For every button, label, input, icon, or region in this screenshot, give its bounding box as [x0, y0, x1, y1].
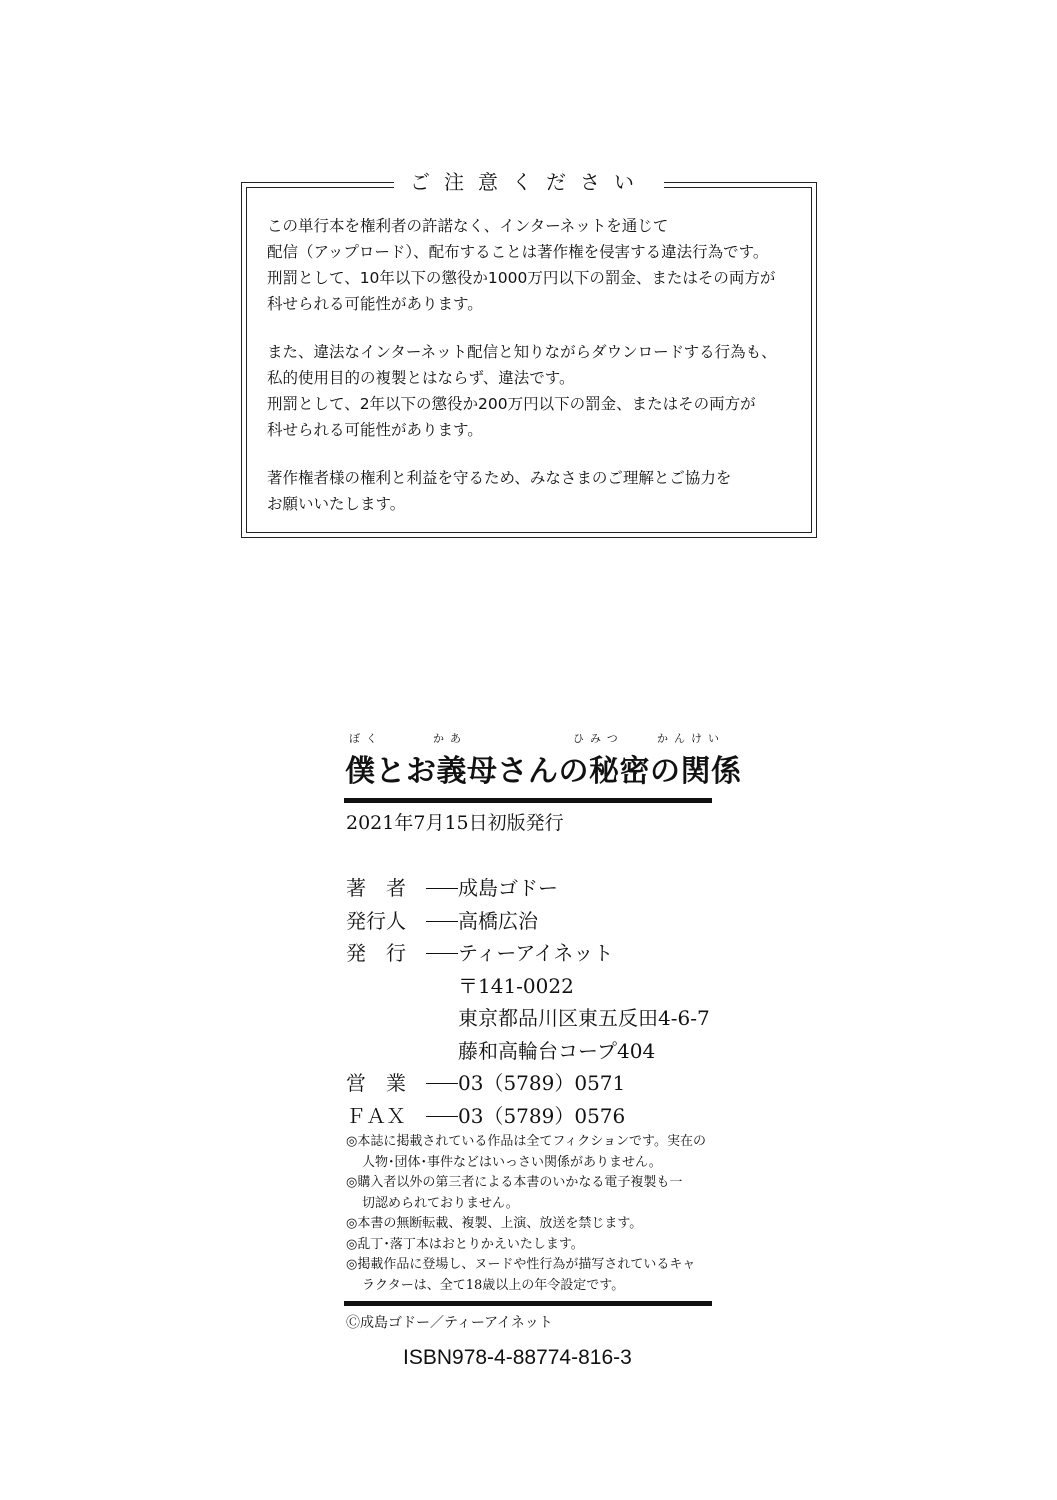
credit-dash — [426, 872, 458, 905]
notice-title: ご注意ください — [394, 169, 664, 195]
legal-notes — [346, 1132, 706, 1296]
credit-label: 著 者 — [346, 876, 406, 900]
notice-line: この単行本を権利者の許諾なく、インターネットを通じて — [267, 217, 669, 235]
credit-row — [346, 1067, 710, 1100]
credit-label — [346, 1035, 426, 1068]
credit-value: ティーアイネット — [458, 941, 614, 965]
credit-label — [346, 970, 426, 1003]
note-line: ◎購入者以外の第三者による本書のいかなる電子複製も一 — [346, 1175, 683, 1190]
credit-row — [346, 1100, 710, 1133]
notice-line: 著作権者様の権利と利益を守るため、みなさまのご理解とご協力を — [267, 469, 732, 487]
credit-row — [346, 1002, 710, 1035]
credit-spacer — [426, 970, 458, 1003]
note-line: ◎本誌に掲載されている作品は全てフィクションです。実在の — [346, 1134, 707, 1149]
ruby-himitsu: ひみつ — [573, 732, 624, 745]
credit-dash — [426, 905, 458, 938]
notice-line: 科せられる可能性があります。 — [267, 421, 483, 439]
credits-list — [346, 872, 710, 1132]
credit-value: 成島ゴドー — [458, 876, 558, 900]
note-line: ◎掲載作品に登場し、ヌードや性行為が描写されているキャ — [346, 1257, 696, 1272]
credit-label: ＦＡＸ — [346, 1103, 406, 1128]
credit-label: 発 行 — [346, 941, 406, 965]
notice-paragraph-2 — [267, 339, 804, 443]
credit-spacer — [426, 1002, 458, 1035]
credit-row — [346, 905, 710, 938]
credit-row — [346, 1035, 710, 1068]
credit-value: 03（5789）0576 — [458, 1103, 626, 1128]
notice-line: 私的使用目的の複製とはならず、違法です。 — [267, 369, 575, 387]
note-line: ◎本書の無断転載、複製、上演、放送を禁じます。 — [346, 1216, 643, 1231]
bottom-rule — [344, 1301, 712, 1306]
credit-dash — [426, 937, 458, 970]
notice-line: 刑罰として、10年以下の懲役か1000万円以下の罰金、またはその両方が — [267, 269, 776, 287]
title-rule — [344, 798, 712, 803]
notice-paragraph-1 — [267, 213, 804, 317]
isbn: ISBN978-4-88774-816-3 — [403, 1346, 632, 1369]
credit-value: 03（5789）0571 — [458, 1071, 626, 1095]
note-line: 人物･団体･事件などはいっさい関係がありません。 — [362, 1154, 662, 1170]
credit-value: 〒141-0022 — [458, 973, 574, 998]
notice-line: 刑罰として、2年以下の懲役か200万円以下の罰金、またはその両方が — [267, 395, 756, 413]
notice-box — [241, 170, 817, 538]
ruby-kankei: かんけい — [657, 732, 725, 745]
credit-label: 発行人 — [346, 908, 406, 933]
credit-spacer — [426, 1035, 458, 1068]
credit-value: 東京都品川区東五反田4-6-7 — [458, 1006, 710, 1030]
ruby-kaa: かあ — [433, 732, 467, 745]
credit-label: 営 業 — [346, 1071, 406, 1095]
notice-line: また、違法なインターネット配信と知りながらダウンロードする行為も、 — [267, 343, 777, 361]
notice-line: 科せられる可能性があります。 — [267, 295, 483, 313]
credit-value: 藤和高輪台コープ404 — [458, 1038, 656, 1063]
notice-line: お願いいたします。 — [267, 495, 406, 513]
copyright-line: Ⓒ成島ゴドー／ティーアイネット — [346, 1315, 553, 1331]
credit-row — [346, 937, 710, 970]
credit-dash — [426, 1067, 458, 1100]
notice-body — [267, 213, 804, 539]
notice-line: 配信（アップロード）、配布することは著作権を侵害する違法行為です。 — [267, 243, 769, 261]
book-title: 僕とお義母さんの秘密の関係 — [345, 754, 742, 789]
title-ruby — [345, 730, 745, 746]
note-line: ラクターは、全て18歳以上の年令設定です。 — [362, 1277, 625, 1293]
publication-date: 2021年7月15日初版発行 — [346, 812, 564, 834]
credit-row — [346, 872, 710, 905]
note-line: ◎乱丁･落丁本はおとりかえいたします。 — [346, 1236, 584, 1252]
note-line: 切認められておりません。 — [362, 1195, 519, 1211]
credit-value: 高橋広治 — [458, 908, 538, 933]
credit-label — [346, 1002, 426, 1035]
ruby-boku: ぼく — [349, 732, 383, 745]
credit-row — [346, 970, 710, 1003]
notice-paragraph-3 — [267, 465, 804, 517]
credit-dash — [426, 1100, 458, 1133]
